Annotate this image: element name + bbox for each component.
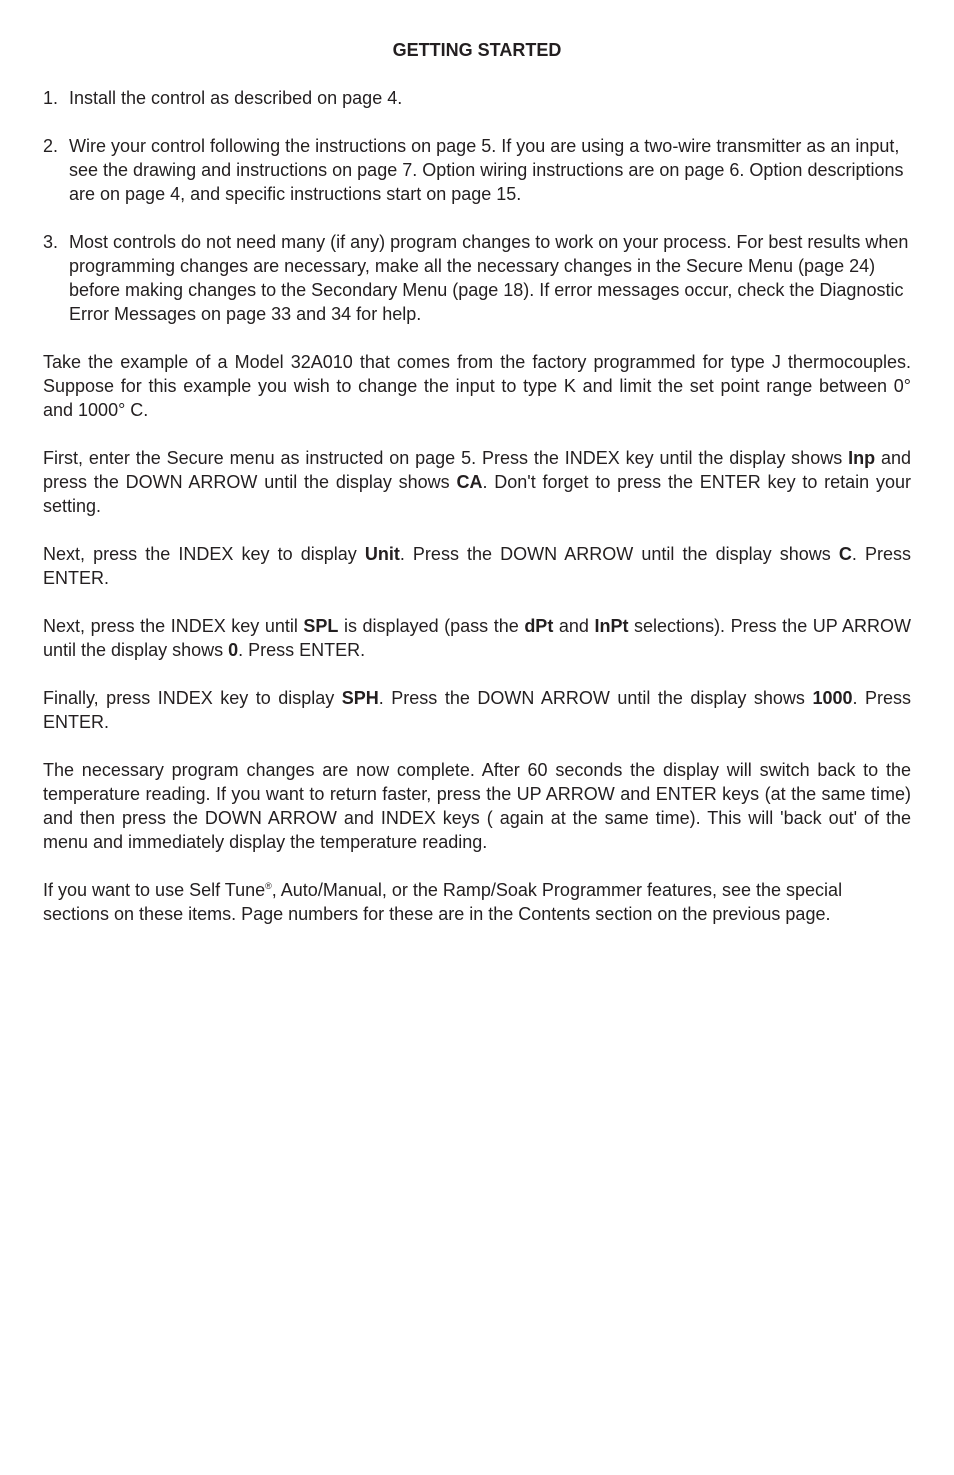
step-text: Install the control as described on page 4. (69, 88, 403, 108)
next1-text-2: . Press the DOWN ARROW until the display shows (399, 544, 839, 564)
next2-text-1: Next, press the INDEX key until (43, 616, 304, 636)
first-text-2: and press the DOWN ARROW until the display shows (43, 448, 911, 492)
list-item-step-1 (43, 86, 911, 110)
next2-text-2: is displayed (pass the (338, 616, 525, 636)
next1-text-3: . Press ENTER. (43, 544, 911, 588)
display-code-inpt: InPt (594, 616, 629, 636)
step-text: Most controls do not need many (if any) program changes to work on your process. For best results when programming changes are necessary, make all the necessary changes in the Secure Menu (page 24) before making changes to the Secondary Menu (page 18). If error messages occur, check the Diagnostic Error Messages on page 33 and 34 for help. (69, 232, 909, 324)
example-paragraph (43, 350, 911, 422)
finally-text-3: . Press ENTER. (43, 688, 911, 732)
example-text: Take the example of a Model 32A010 that comes from the factory programmed for type J thermocouples. Suppose for this example you wish to change the input to type K and limit the set point range between 0° and 1000° C. (43, 352, 911, 420)
complete-paragraph (43, 758, 911, 854)
finally-text-2: . Press the DOWN ARROW until the display shows (378, 688, 813, 708)
display-code-c: C (838, 544, 852, 564)
first-text-1: First, enter the Secure menu as instructed on page 5. Press the INDEX key until the display shows (43, 448, 849, 468)
first-text-3: . Don't forget to press the ENTER key to retain your setting. (43, 472, 911, 516)
next-unit-paragraph (43, 542, 911, 590)
next2-text-3: and (553, 616, 595, 636)
self-tune-paragraph (43, 878, 911, 926)
first-paragraph (43, 446, 911, 518)
next1-text-1: Next, press the INDEX key to display (43, 544, 365, 564)
display-code-1000: 1000 (812, 688, 853, 708)
complete-text: The necessary program changes are now complete. After 60 seconds the display will switch back to the temperature reading. If you want to return faster, press the UP ARROW and ENTER keys (at the same time) and then press the DOWN ARROW and INDEX keys ( again at the same time). This will 'back out' of the menu and immediately display the temperature reading. (43, 760, 911, 852)
list-item-step-3 (43, 230, 911, 326)
list-item-step-2 (43, 134, 911, 206)
display-code-dpt: dPt (524, 616, 554, 636)
registered-mark: ® (265, 881, 272, 891)
steps-list (43, 86, 911, 326)
selftune-text-1: If you want to use Self Tune (43, 880, 266, 900)
next-spl-paragraph (43, 614, 911, 662)
finally-paragraph (43, 686, 911, 734)
step-text: Wire your control following the instructions on page 5. If you are using a two-wire transmitter as an input, see the drawing and instructions on page 7. Option wiring instructions are on page 6. Option descriptions are on page 4, and specific instructions start on page 15. (69, 136, 904, 204)
step-number: 2. (43, 136, 59, 156)
display-code-sph: SPH (341, 688, 379, 708)
document-page (43, 38, 911, 950)
next2-text-5: . Press ENTER. (238, 640, 366, 660)
selftune-text-2: , Auto/Manual, or the Ramp/Soak Programmer features, see the special sections on these items. Page numbers for these are in the Contents section on the previous page. (43, 880, 843, 924)
next2-text-4: selections). Press the UP ARROW until the display shows (43, 616, 911, 660)
display-code-unit: Unit (364, 544, 400, 564)
display-code-spl: SPL (303, 616, 339, 636)
display-code-0: 0 (228, 640, 239, 660)
display-code-inp: Inp (848, 448, 876, 468)
step-number: 3. (43, 232, 59, 252)
page-title: GETTING STARTED (392, 40, 562, 60)
step-number: 1. (43, 88, 59, 108)
finally-text-1: Finally, press INDEX key to display (43, 688, 342, 708)
display-code-ca: CA (456, 472, 483, 492)
